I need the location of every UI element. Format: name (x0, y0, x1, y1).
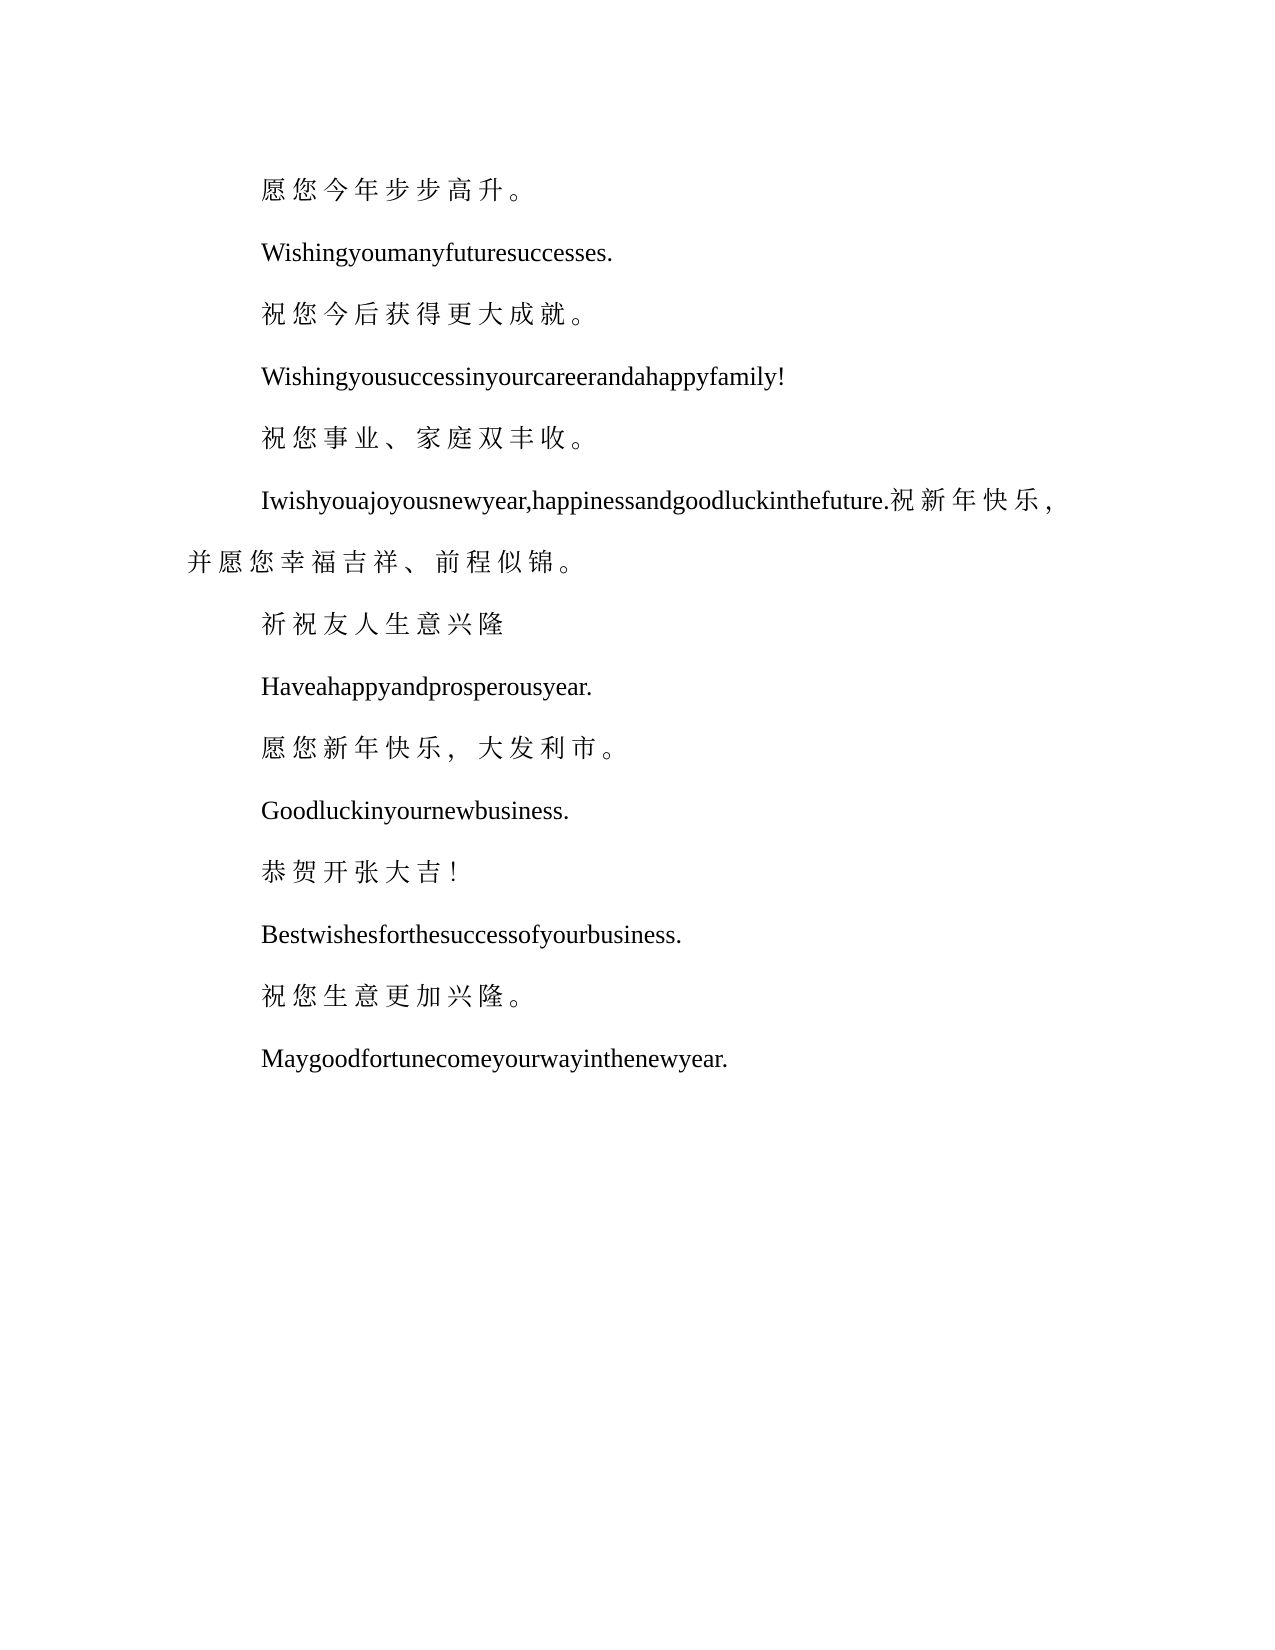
paragraph-en: Wishingyoumanyfuturesuccesses. (261, 238, 614, 267)
paragraph-zh: 祈祝友人生意兴隆 (261, 610, 510, 639)
paragraph-zh: 祝您今后获得更大成就。 (261, 300, 603, 329)
paragraph-en: Bestwishesforthesuccessofyourbusiness. (261, 920, 682, 949)
paragraph-en: Maygoodfortunecomeyourwayinthenewyear. (261, 1044, 729, 1073)
document-body (187, 160, 1087, 1090)
paragraph-zh: 祝您事业、家庭双丰收。 (261, 424, 603, 453)
paragraph-zh: 愿您新年快乐，大发利市。 (261, 734, 634, 763)
paragraph-en: Haveahappyandprosperousyear. (261, 672, 593, 701)
paragraph-zh: 恭贺开张大吉！ (261, 858, 479, 887)
paragraph-en: Wishingyousuccessinyourcareerandahappyfamily! (261, 362, 786, 391)
paragraph-mixed (187, 470, 1087, 594)
paragraph-zh: 祝您生意更加兴隆。 (261, 982, 541, 1011)
paragraph-zh: 愿您今年步步高升。 (261, 176, 541, 205)
paragraph-mixed-en: Iwishyouajoyousnewyear,happinessandgoodluckinthefuture. (261, 486, 890, 515)
paragraph-mixed-zh: 祝新年快乐，并愿您幸福吉祥、前程似锦。 (187, 486, 1076, 577)
paragraph-en: Goodluckinyournewbusiness. (261, 796, 570, 825)
